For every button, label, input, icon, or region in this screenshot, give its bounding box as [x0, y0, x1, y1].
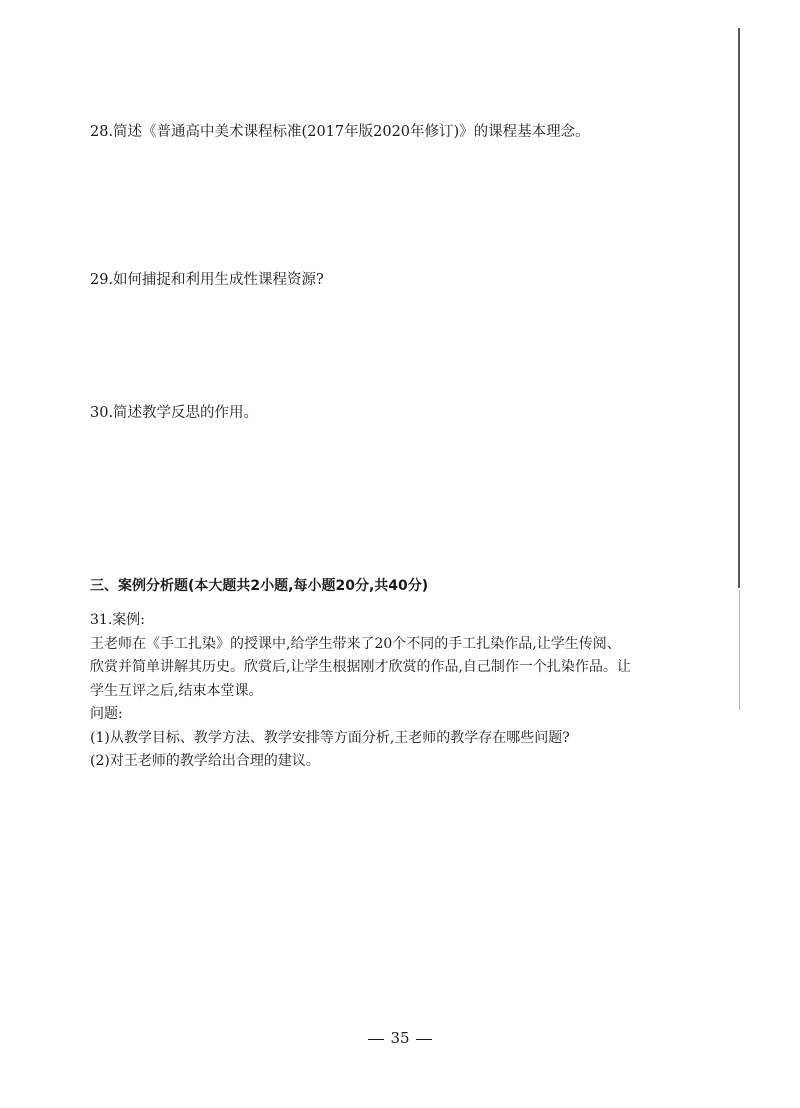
- footer-dash-left: [368, 1039, 384, 1040]
- page-footer: [0, 1028, 800, 1048]
- case-31-sub-question-2: (2)对王老师的教学给出合理的建议。: [90, 753, 320, 769]
- case-31-question-label: 问题:: [90, 706, 123, 722]
- case-31-text-line: 学生互评之后,结束本堂课。: [90, 682, 263, 699]
- case-31-text-line: 王老师在《手工扎染》的授课中,给学生带来了20个不同的手工扎染作品,让学生传阅、: [90, 635, 621, 652]
- binding-margin-line-lower: [739, 590, 740, 710]
- page-number: 35: [390, 1029, 410, 1047]
- footer-dash-right: [416, 1039, 432, 1040]
- case-31-text-line: 欣赏并简单讲解其历史。欣赏后,让学生根据刚才欣赏的作品,自己制作一个扎染作品。让: [90, 659, 631, 675]
- case-31-label: 31.案例:: [90, 612, 145, 628]
- case-31: [90, 609, 690, 774]
- question-30: 30.简述教学反思的作用。: [90, 405, 259, 421]
- case-31-sub-question-1: (1)从教学目标、教学方法、教学安排等方面分析,王老师的教学存在哪些问题?: [90, 729, 570, 746]
- question-29: 29.如何捕捉和利用生成性课程资源?: [90, 272, 324, 288]
- section-title-case-analysis: 三、案例分析题(本大题共2小题,每小题20分,共40分): [90, 578, 429, 594]
- question-28: 28.简述《普通高中美术课程标准(2017年版2020年修订)》的课程基本理念。: [90, 124, 590, 140]
- binding-margin-line: [738, 28, 740, 588]
